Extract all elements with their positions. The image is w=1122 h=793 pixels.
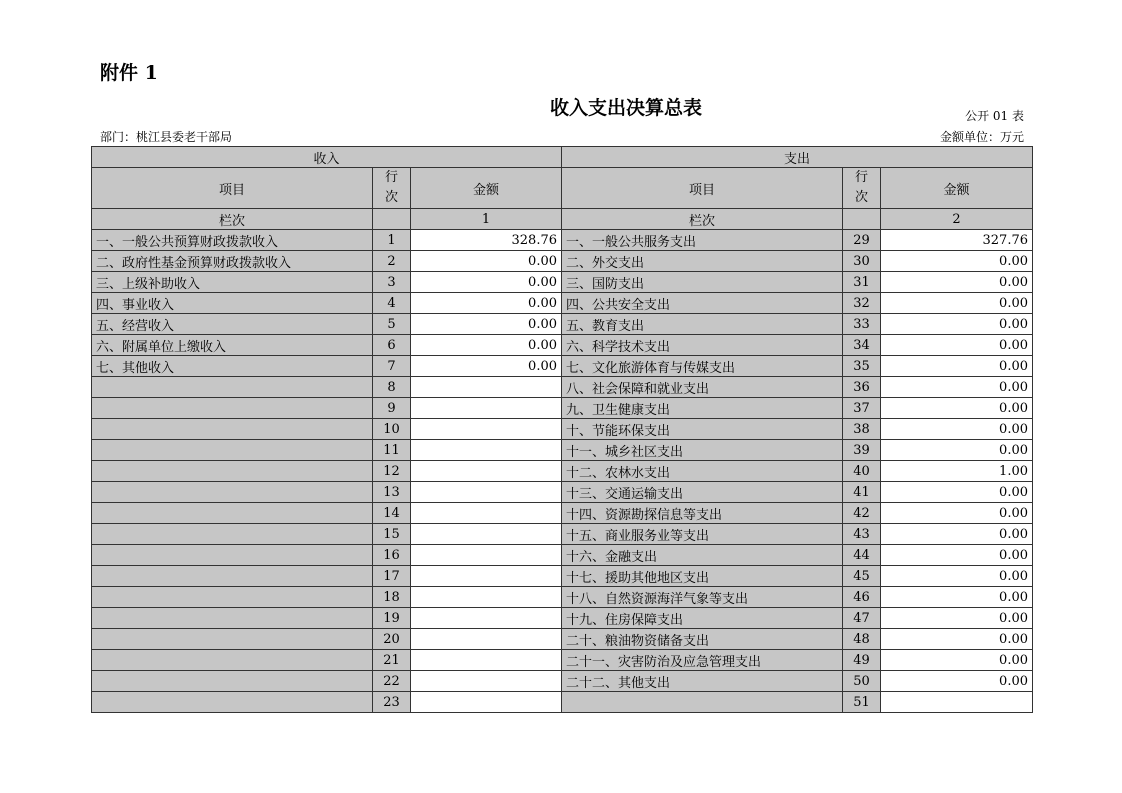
line-no-top: 行 [854,170,868,185]
expense-line-no-cell: 41 [843,482,881,503]
income-amount-cell [411,608,562,629]
expense-line-no-cell: 51 [843,692,881,713]
income-col-blank [373,209,411,230]
expense-item-cell: 八、社会保障和就业支出 [562,377,843,398]
income-amount-cell [411,566,562,587]
expense-line-no-cell: 31 [843,272,881,293]
table-row [92,461,1033,482]
expense-line-no-cell: 38 [843,419,881,440]
income-amount-cell: 328.76 [411,230,562,251]
income-item-cell [92,692,373,713]
table-row [92,293,1033,314]
income-line-no-cell: 23 [373,692,411,713]
department-label: 部门：桃江县委老干部局 [100,130,233,144]
unit-label: 金额单位：万元 [939,130,1024,144]
expense-line-no-cell: 44 [843,545,881,566]
expense-line-no-cell: 50 [843,671,881,692]
expense-line-no-cell: 42 [843,503,881,524]
income-line-no-cell: 4 [373,293,411,314]
income-item-cell [92,398,373,419]
table-row [92,587,1033,608]
income-amount-cell [411,650,562,671]
expense-amount-cell: 0.00 [881,482,1033,503]
income-amount-cell: 0.00 [411,293,562,314]
income-line-no-cell: 19 [373,608,411,629]
income-item-header: 项目 [92,168,373,209]
expense-amount-cell: 0.00 [881,356,1033,377]
table-row [92,356,1033,377]
expense-amount-cell [881,692,1033,713]
income-line-no-cell: 11 [373,440,411,461]
expense-item-cell: 五、教育支出 [562,314,843,335]
income-amount-cell [411,440,562,461]
expense-item-cell: 十二、农林水支出 [562,461,843,482]
income-amount-cell [411,398,562,419]
attachment-label: 附件 1 [100,62,158,84]
expense-item-cell: 九、卫生健康支出 [562,398,843,419]
expense-amount-header: 金额 [881,168,1033,209]
income-item-cell: 四、事业收入 [92,293,373,314]
expense-line-no-cell: 43 [843,524,881,545]
line-no-top: 行 [384,170,398,185]
income-item-cell [92,566,373,587]
table-row [92,377,1033,398]
table-row [92,419,1033,440]
income-line-no-cell: 6 [373,335,411,356]
income-amount-cell: 0.00 [411,251,562,272]
income-amount-cell [411,692,562,713]
expense-line-no-cell: 36 [843,377,881,398]
income-item-cell: 三、上级补助收入 [92,272,373,293]
expense-amount-cell: 0.00 [881,293,1033,314]
expense-item-cell: 二、外交支出 [562,251,843,272]
expense-header: 支出 [562,147,1033,168]
income-amount-cell [411,671,562,692]
income-amount-cell [411,587,562,608]
table-row [92,335,1033,356]
expense-amount-cell: 0.00 [881,251,1033,272]
page-title: 收入支出决算总表 [549,97,702,119]
expense-col-index: 2 [881,209,1033,230]
income-line-no-cell: 10 [373,419,411,440]
expense-amount-cell: 0.00 [881,503,1033,524]
expense-amount-cell: 0.00 [881,587,1033,608]
expense-item-cell: 十三、交通运输支出 [562,482,843,503]
expense-item-header: 项目 [562,168,843,209]
table-row [92,440,1033,461]
table-row [92,503,1033,524]
income-amount-cell [411,629,562,650]
table-row [92,251,1033,272]
expense-item-cell: 十七、援助其他地区支出 [562,566,843,587]
expense-item-cell: 六、科学技术支出 [562,335,843,356]
income-line-no-cell: 12 [373,461,411,482]
expense-line-no-cell: 34 [843,335,881,356]
income-item-cell [92,608,373,629]
table-row [92,608,1033,629]
expense-amount-cell: 1.00 [881,461,1033,482]
income-line-no-cell: 18 [373,587,411,608]
income-item-cell [92,440,373,461]
income-amount-cell [411,377,562,398]
income-line-no-header [373,168,411,209]
income-amount-cell [411,419,562,440]
expense-amount-cell: 0.00 [881,419,1033,440]
expense-line-no-cell: 45 [843,566,881,587]
expense-amount-cell: 0.00 [881,314,1033,335]
income-item-cell [92,671,373,692]
income-line-no-cell: 16 [373,545,411,566]
income-item-cell [92,587,373,608]
income-line-no-cell: 3 [373,272,411,293]
income-item-cell: 二、政府性基金预算财政拨款收入 [92,251,373,272]
income-amount-cell: 0.00 [411,335,562,356]
expense-item-cell: 十一、城乡社区支出 [562,440,843,461]
income-line-no-cell: 7 [373,356,411,377]
income-item-cell [92,650,373,671]
expense-amount-cell: 0.00 [881,545,1033,566]
table-row [92,650,1033,671]
income-line-no-cell: 8 [373,377,411,398]
income-line-no-cell: 15 [373,524,411,545]
expense-line-no-cell: 47 [843,608,881,629]
income-item-cell [92,419,373,440]
income-header: 收入 [92,147,562,168]
expense-col-blank [843,209,881,230]
expense-line-no-cell: 40 [843,461,881,482]
expense-line-no-cell: 32 [843,293,881,314]
income-item-cell [92,629,373,650]
expense-amount-cell: 0.00 [881,608,1033,629]
income-amount-cell [411,461,562,482]
income-line-no-cell: 17 [373,566,411,587]
table-row [92,671,1033,692]
income-item-cell [92,503,373,524]
income-amount-cell [411,545,562,566]
expense-amount-cell: 0.00 [881,629,1033,650]
expense-amount-cell: 0.00 [881,671,1033,692]
expense-item-cell: 三、国防支出 [562,272,843,293]
expense-line-no-cell: 30 [843,251,881,272]
form-number: 公开 01 表 [965,109,1024,123]
expense-item-cell: 四、公共安全支出 [562,293,843,314]
expense-line-no-cell: 39 [843,440,881,461]
expense-line-no-cell: 35 [843,356,881,377]
income-amount-cell: 0.00 [411,272,562,293]
income-line-no-cell: 20 [373,629,411,650]
expense-line-no-cell: 37 [843,398,881,419]
expense-item-cell: 二十二、其他支出 [562,671,843,692]
expense-line-no-cell: 33 [843,314,881,335]
income-item-cell [92,545,373,566]
expense-amount-cell: 0.00 [881,524,1033,545]
income-amount-header: 金额 [411,168,562,209]
table-row [92,692,1033,713]
expense-amount-cell: 327.76 [881,230,1033,251]
expense-item-cell: 二十、粮油物资储备支出 [562,629,843,650]
income-expense-table [91,146,1033,713]
expense-item-cell: 二十一、灾害防治及应急管理支出 [562,650,843,671]
income-item-cell: 七、其他收入 [92,356,373,377]
line-no-bottom: 次 [854,190,868,205]
expense-item-cell: 十九、住房保障支出 [562,608,843,629]
income-item-cell: 一、一般公共预算财政拨款收入 [92,230,373,251]
expense-line-no-cell: 29 [843,230,881,251]
income-item-cell [92,482,373,503]
expense-amount-cell: 0.00 [881,377,1033,398]
income-item-cell: 五、经营收入 [92,314,373,335]
income-item-cell [92,524,373,545]
header-row-column-index [92,209,1033,230]
table-row [92,398,1033,419]
table-row [92,272,1033,293]
expense-item-cell: 十、节能环保支出 [562,419,843,440]
income-line-no-cell: 21 [373,650,411,671]
expense-item-cell: 十四、资源勘探信息等支出 [562,503,843,524]
income-amount-cell: 0.00 [411,356,562,377]
income-line-no-cell: 1 [373,230,411,251]
expense-amount-cell: 0.00 [881,335,1033,356]
income-amount-cell [411,482,562,503]
table-row [92,566,1033,587]
expense-amount-cell: 0.00 [881,566,1033,587]
income-col-index: 1 [411,209,562,230]
line-no-bottom: 次 [384,190,398,205]
table-row [92,482,1033,503]
expense-line-no-cell: 46 [843,587,881,608]
income-line-no-cell: 5 [373,314,411,335]
income-line-no-cell: 14 [373,503,411,524]
table-row [92,545,1033,566]
expense-col-label: 栏次 [562,209,843,230]
income-line-no-cell: 13 [373,482,411,503]
table-row [92,629,1033,650]
income-col-label: 栏次 [92,209,373,230]
expense-item-cell: 十六、金融支出 [562,545,843,566]
expense-amount-cell: 0.00 [881,272,1033,293]
expense-line-no-cell: 48 [843,629,881,650]
income-amount-cell [411,524,562,545]
header-row-columns [92,168,1033,209]
income-line-no-cell: 9 [373,398,411,419]
expense-amount-cell: 0.00 [881,398,1033,419]
income-line-no-cell: 2 [373,251,411,272]
expense-item-cell [562,692,843,713]
table-row [92,314,1033,335]
table-row [92,524,1033,545]
expense-amount-cell: 0.00 [881,650,1033,671]
expense-item-cell: 十八、自然资源海洋气象等支出 [562,587,843,608]
expense-line-no-cell: 49 [843,650,881,671]
income-amount-cell: 0.00 [411,314,562,335]
expense-item-cell: 一、一般公共服务支出 [562,230,843,251]
income-item-cell [92,461,373,482]
income-item-cell [92,377,373,398]
expense-item-cell: 十五、商业服务业等支出 [562,524,843,545]
income-line-no-cell: 22 [373,671,411,692]
header-row-sections [92,147,1033,168]
income-amount-cell [411,503,562,524]
expense-item-cell: 七、文化旅游体育与传媒支出 [562,356,843,377]
table-row [92,230,1033,251]
expense-amount-cell: 0.00 [881,440,1033,461]
income-item-cell: 六、附属单位上缴收入 [92,335,373,356]
expense-line-no-header [843,168,881,209]
